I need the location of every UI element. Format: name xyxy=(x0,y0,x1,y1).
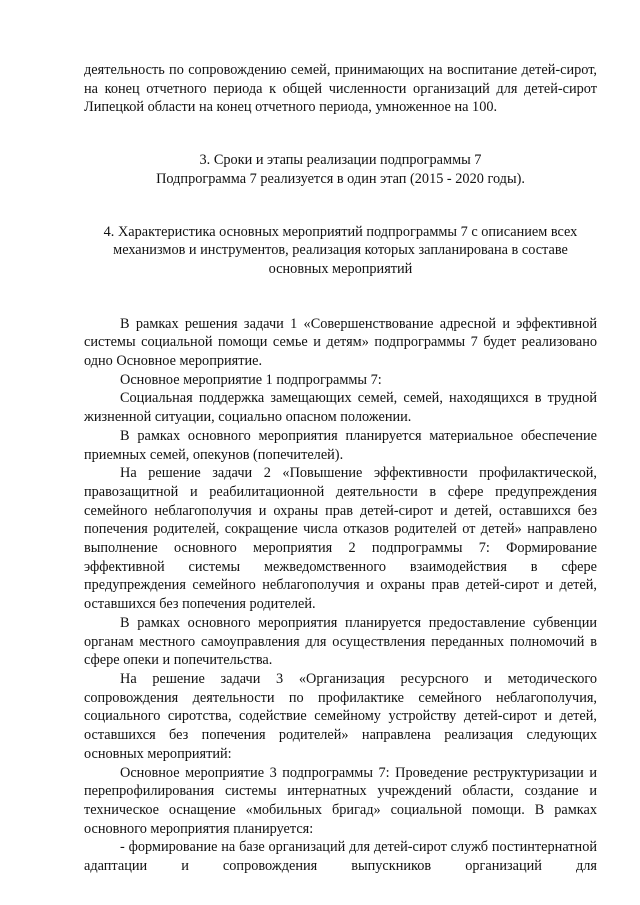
body-paragraph-6: В рамках основного мероприятия планируется предоставление субвенции органам местного самоуправления для осуществления переданных полномочий в сфере опеки и попечительства. xyxy=(84,614,597,669)
section-4-heading: 4. Характеристика основных мероприятий подпрограммы 7 с описанием всех механизмов и инструментов, реализация которых запланирована в составе основных мероприятий xyxy=(103,223,578,277)
spacer xyxy=(84,189,597,223)
body-paragraph-5: На решение задачи 2 «Повышение эффективности профилактической, правозащитной и реабилитационной деятельности в сфере предупреждения семейного неблагополучия и охраны прав детей-сирот и детей, оставшихся без попечения родителей, сокращение числа отказов родителей от детей» направлено выполнение основного мероприятия 2 подпрограммы 7: Формирование эффективной системы межведомственного взаимодействия в сфере предупреждения семейного неблагополучия и охраны прав детей-сирот и детей, оставшихся без попечения родителей. xyxy=(84,465,597,613)
intro-paragraph: деятельность по сопровождению семей, принимающих на воспитание детей-сирот, на конец отчетного периода к общей численности организаций для детей-сирот Липецкой области на конец отчетного периода, умноженное на 100. xyxy=(84,62,597,116)
body-paragraph-9: - формирование на базе организаций для детей-сирот служб постинтернатной адаптации и сопровождения выпускников организаций для xyxy=(84,839,597,875)
body-paragraph-2: Основное мероприятие 1 подпрограммы 7: xyxy=(120,371,382,388)
body-paragraph-1: В рамках решения задачи 1 «Совершенствование адресной и эффективной системы социальной помощи семье и детям» подпрограммы 7 будет реализовано одно Основное мероприятие. xyxy=(84,315,597,370)
body-paragraph-3: Социальная поддержка замещающих семей, семей, находящихся в трудной жизненной ситуации, социально опасном положении. xyxy=(84,390,597,426)
body-paragraph-7: На решение задачи 3 «Организация ресурсного и методического сопровождения деятельности по профилактике семейного неблагополучия, социального сиротства, содействие семейному устройству детей-сирот и детей, оставшихся без попечения родителей» направлена реализация следующих основных мероприятий: xyxy=(84,670,597,762)
spacer xyxy=(84,279,597,315)
section-3-subline: Подпрограмма 7 реализуется в один этап (2015 - 2020 годы). xyxy=(156,170,525,187)
body-paragraph-4: В рамках основного мероприятия планируется материальное обеспечение приемных семей, опекунов (попечителей). xyxy=(84,427,597,463)
body-paragraph-8: Основное мероприятие 3 подпрограммы 7: Проведение реструктуризации и перепрофилирования системы интернатных учреждений области, создание и техническое оснащение «мобильных бригад» социальной помощи. В рамках основного мероприятия планируется: xyxy=(84,764,597,837)
spacer xyxy=(84,117,597,151)
section-3-heading: 3. Сроки и этапы реализации подпрограммы 7 xyxy=(199,152,482,169)
